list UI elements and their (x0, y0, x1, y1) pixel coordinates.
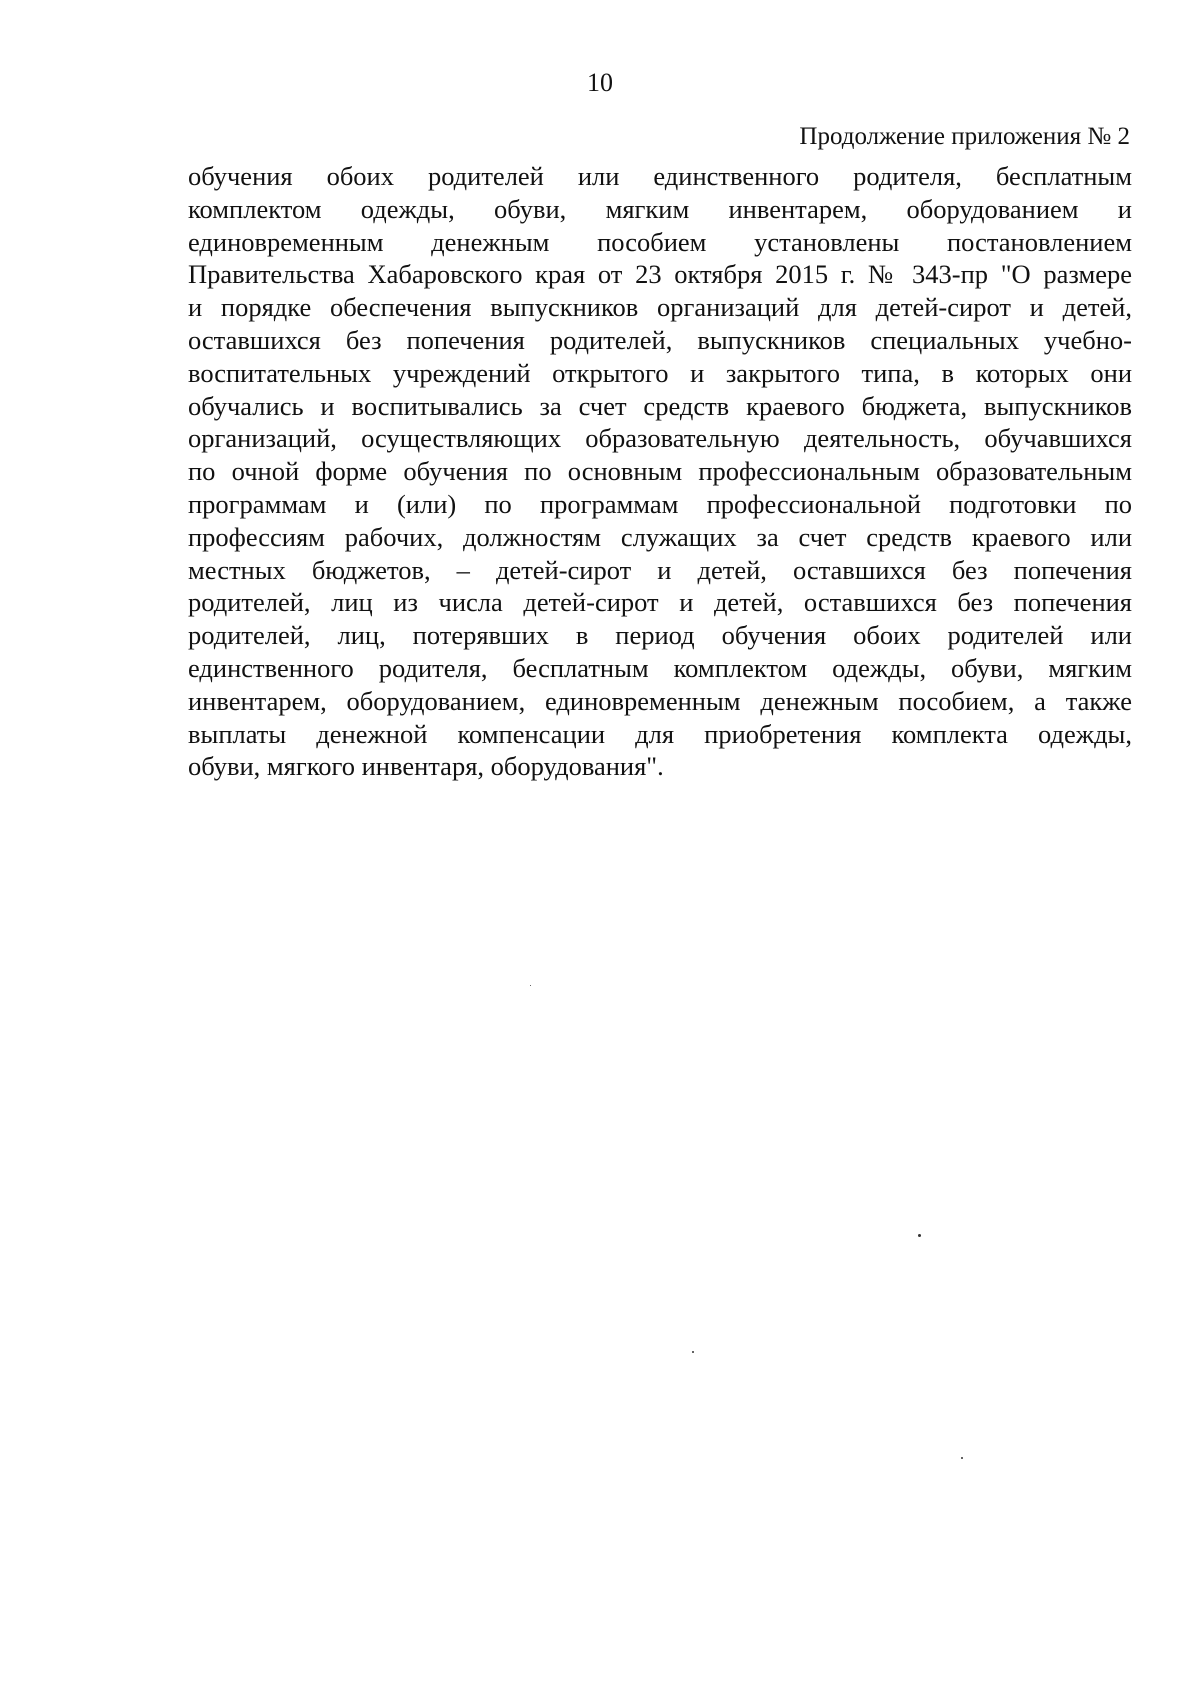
text-line: обучались и воспитывались за счет средств краевого бюджета, выпускников (188, 390, 1132, 421)
scan-speck (961, 1457, 963, 1459)
text-line: единственного родителя, бесплатным комплектом одежды, обуви, мягким (188, 652, 1132, 683)
text-line: обуви, мягкого инвентаря, оборудования". (188, 751, 664, 782)
text-line: Правительства Хабаровского края от 23 октября 2015 г. № 343-пр "О размере (188, 259, 1132, 290)
text-line: воспитательных учреждений открытого и закрытого типа, в которых они (188, 357, 1132, 388)
text-line: комплектом одежды, обуви, мягким инвентарем, оборудованием и (188, 193, 1132, 224)
text-line: родителей, лиц, потерявших в период обучения обоих родителей или (188, 620, 1132, 651)
text-line: организаций, осуществляющих образовательную деятельность, обучавшихся (188, 423, 1132, 454)
page-number: 10 (587, 68, 613, 97)
text-line: оставшихся без попечения родителей, выпускников специальных учебно- (188, 324, 1132, 355)
text-line: по очной форме обучения по основным профессиональным образовательным (188, 456, 1132, 487)
text-line: выплаты денежной компенсации для приобретения комплекта одежды, (188, 718, 1132, 749)
body-paragraph (188, 160, 1132, 783)
text-line: единовременным денежным пособием установлены постановлением (188, 226, 1132, 257)
text-line: и порядке обеспечения выпускников организаций для детей-сирот и детей, (188, 292, 1132, 323)
text-line: программам и (или) по программам профессиональной подготовки по (188, 488, 1132, 519)
scan-speck (692, 1351, 694, 1353)
text-line: родителей, лиц из числа детей-сирот и детей, оставшихся без попечения (188, 587, 1132, 618)
text-line: местных бюджетов, – детей-сирот и детей, оставшихся без попечения (188, 554, 1132, 585)
scan-speck (918, 1234, 921, 1237)
scan-speck (530, 985, 531, 986)
text-line: обучения обоих родителей или единственного родителя, бесплатным (188, 161, 1132, 191)
appendix-continuation-note: Продолжение приложения № 2 (799, 123, 1130, 150)
text-line: инвентарем, оборудованием, единовременным денежным пособием, а также (188, 685, 1132, 716)
text-line: профессиям рабочих, должностям служащих за счет средств краевого или (188, 521, 1132, 552)
